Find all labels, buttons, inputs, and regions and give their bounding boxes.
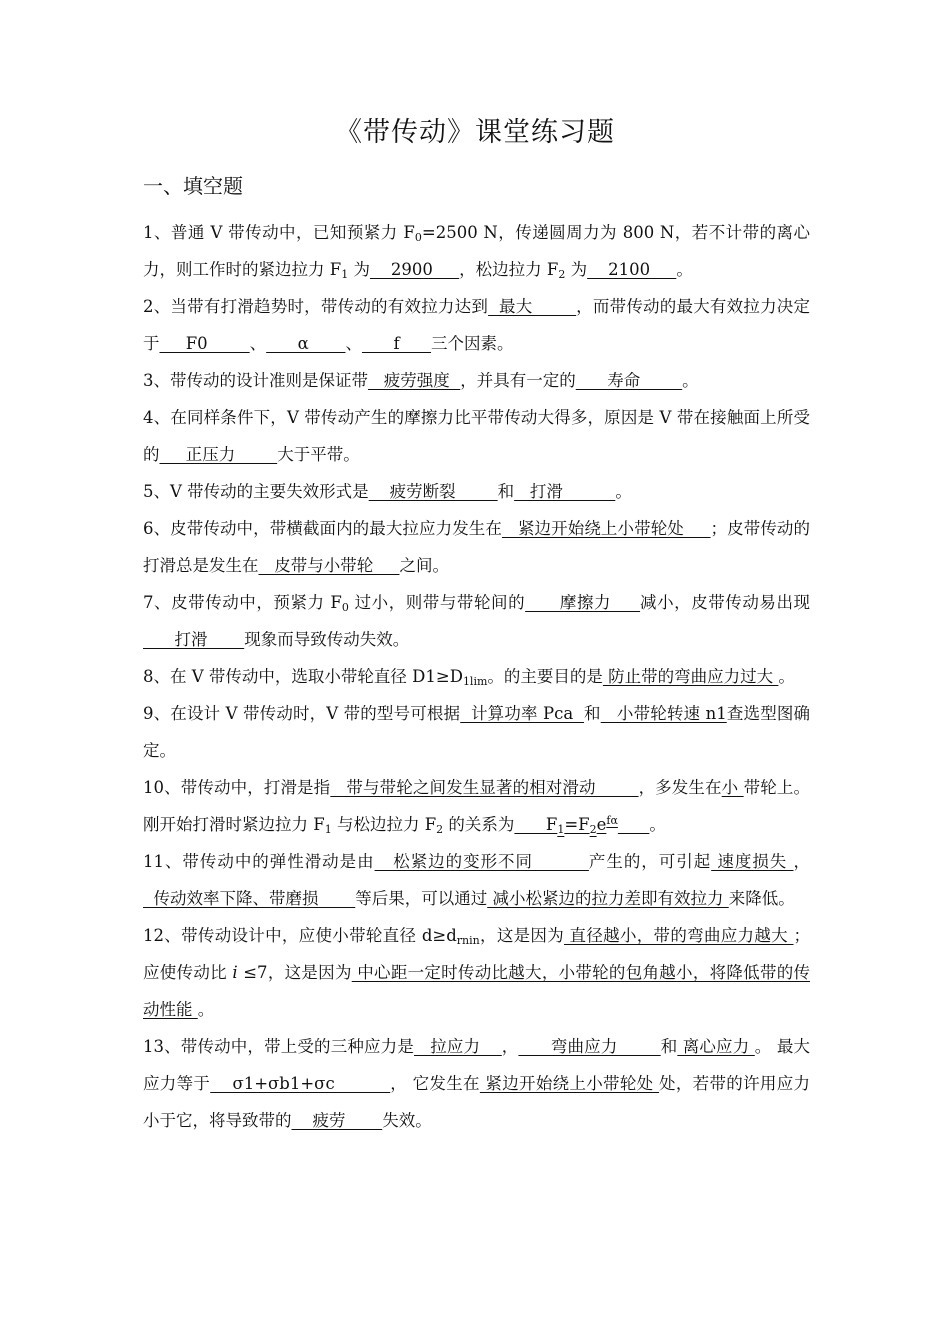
answer-blank: 减小松紧边的拉力差即有效拉力 [487,889,729,908]
question-text: ， [501,1037,519,1056]
answer-blank: 传动效率下降、带磨损 [143,889,356,908]
answer-blank: 疲劳 [291,1111,383,1130]
question-text: 。 [197,1000,215,1019]
question-text: 9、在设计 V 带传动时，V 带的型号可根据 [143,704,461,723]
question-text: 之间。 [399,556,449,575]
answer-blank: 紧边开始绕上小带轮处 [479,1074,660,1093]
question-2 [143,288,810,362]
answer-blank: 防止带的弯曲应力过大 [602,667,779,686]
answer-blank: α [266,334,346,353]
answer-blank: 带与带轮之间发生显著的相对滑动 [330,778,639,797]
answer-blank: σ1+σb1+σc [210,1074,391,1093]
subscript: 2 [558,268,566,281]
answer-subscript: 2 [589,823,597,836]
question-text: 8、在 V 带传动中，选取小带轮直径 D1≥D [143,667,463,686]
subscript: 1 [324,823,332,836]
question-list [143,214,810,1139]
question-text: 4、在同样条件下，V 带传动产生的摩擦力比平带传动大得多，原因是 V 带在接触面上所受的 [143,408,810,464]
subscript: 0 [341,601,349,614]
question-text: 过小，则带与带轮间的 [348,593,526,612]
question-text: ，松边拉力 F [459,260,559,279]
answer-blank: f [361,334,432,353]
question-text: 12、带传动设计中，应使小带轮直径 d≥d [143,926,457,945]
answer-blank: F0 [159,334,250,353]
answer-blank: F [514,815,558,834]
question-text: 减小，皮带传动易出现 [640,593,811,612]
question-text: 和 [584,704,601,723]
question-text: 处，若带的许用应力小于它，将导致带的 [143,1074,811,1130]
question-8 [143,658,810,695]
question-text: ，而带传动的最大有效拉力决定于 [143,297,811,353]
subscript: 1lim [462,675,488,688]
question-text: 等后果，可以通过 [355,889,488,908]
question-13 [143,1028,810,1139]
question-text: 大于平带。 [277,445,360,464]
question-text: 。 最大应力等于 [143,1037,810,1093]
question-text: 产生的，可引起 [588,852,712,871]
question-text: ，并具有一定的 [460,371,576,390]
answer-blank: 疲劳强度 [368,371,461,390]
question-text: 现象而导致传动失效。 [244,630,410,649]
question-text: ， [793,852,810,871]
question-text: 为 [565,260,588,279]
answer-blank: 2900 [369,260,460,279]
answer-blank: =F [564,815,590,834]
answer-blank: 小 [721,778,744,797]
subscript: 0 [414,231,422,244]
answer-blank: e [596,815,607,834]
answer-blank: 计算功率 Pca [460,704,585,723]
question-12 [143,917,810,1028]
question-text: ，多发生在 [638,778,722,797]
question-text: 带轮上。刚开始打滑时紧边拉力 F [143,778,810,834]
question-text: 1、普通 V 带传动中，已知预紧力 F [143,223,415,242]
question-text: 的关系为 [443,815,515,834]
answer-blank: 摩擦力 [525,593,641,612]
question-text: 查选型图确定。 [143,704,811,760]
question-text: 和 [660,1037,678,1056]
subscript: rnin [456,934,480,947]
question-text: 6、皮带传动中，带横截面内的最大拉应力发生在 [143,519,502,538]
question-text: 。 [676,260,693,279]
question-text: ≤7，这是因为 [237,963,352,982]
answer-blank: 离心应力 [677,1037,755,1056]
question-3 [143,362,810,399]
subscript: 1 [341,268,349,281]
question-text: 三个因素。 [431,334,514,353]
answer-blank: 紧边开始绕上小带轮处 [501,519,711,538]
question-text: 、 [345,334,362,353]
question-11 [143,843,810,917]
answer-blank: 松紧边的变形不同 [374,852,589,871]
answer-blank: 疲劳断裂 [368,482,498,501]
question-text: 。 [649,815,666,834]
question-7 [143,584,810,658]
question-9 [143,695,810,769]
question-1 [143,214,810,288]
answer-blank: 正压力 [159,445,278,464]
question-text: ， 它发生在 [390,1074,480,1093]
question-text: 。的主要目的是 [487,667,603,686]
question-text: 来降低。 [728,889,795,908]
section-heading: 一、填空题 [143,174,243,198]
question-4 [143,399,810,473]
answer-blank: 拉应力 [414,1037,502,1056]
page-title: 《带传动》课堂练习题 [335,117,615,148]
question-text: 7、皮带传动中，预紧力 F [143,593,342,612]
question-text: 11、带传动中的弹性滑动是由 [143,852,375,871]
question-text: 和 [497,482,515,501]
question-text: 3、带传动的设计准则是保证带 [143,371,368,390]
question-text: 失效。 [382,1111,432,1130]
answer-blank: 最大 [488,297,577,316]
question-text: ，这是因为 [479,926,565,945]
answer-subscript: 1 [557,823,565,836]
question-text: ；应使传动比 [143,926,810,982]
answer-blank: 打滑 [514,482,616,501]
question-text: 。 [682,371,699,390]
question-text: 、 [249,334,267,353]
question-text: ；皮带传动的打滑总是发生在 [143,519,810,575]
question-text: 。 [778,667,795,686]
question-text: 为 [348,260,370,279]
question-6 [143,510,810,584]
question-10 [143,769,810,843]
subscript: 2 [436,823,444,836]
answer-blank: 弯曲应力 [518,1037,661,1056]
answer-blank: 中心距一定时传动比越大，小带轮的包角越小，将降低带的传动性能 [143,963,810,1019]
question-text: 10、带传动中，打滑是指 [143,778,331,797]
answer-blank: 直径越小，带的弯曲应力越大 [564,926,794,945]
answer-blank: 速度损失 [711,852,794,871]
answer-blank [618,815,649,834]
question-text: =2500 N，传递圆周力为 800 N，若不计带的离心力，则工作时的紧边拉力 F [143,223,810,279]
answer-blank: 打滑 [143,630,245,649]
question-text: 2、当带有打滑趋势时，带传动的有效拉力达到 [143,297,489,316]
question-text: 。 [615,482,632,501]
italic-symbol: i [232,963,238,982]
question-5 [143,473,810,510]
answer-blank: 小带轮转速 n1 [600,704,727,723]
question-text: 与松边拉力 F [331,815,437,834]
question-text: 13、带传动中，带上受的三种应力是 [143,1037,414,1056]
answer-blank: 皮带与小带轮 [258,556,400,575]
answer-blank: 寿命 [575,371,683,390]
question-text: 5、V 带传动的主要失效形式是 [143,482,369,501]
answer-blank: 2100 [587,260,677,279]
answer-superscript: fα [606,814,618,827]
